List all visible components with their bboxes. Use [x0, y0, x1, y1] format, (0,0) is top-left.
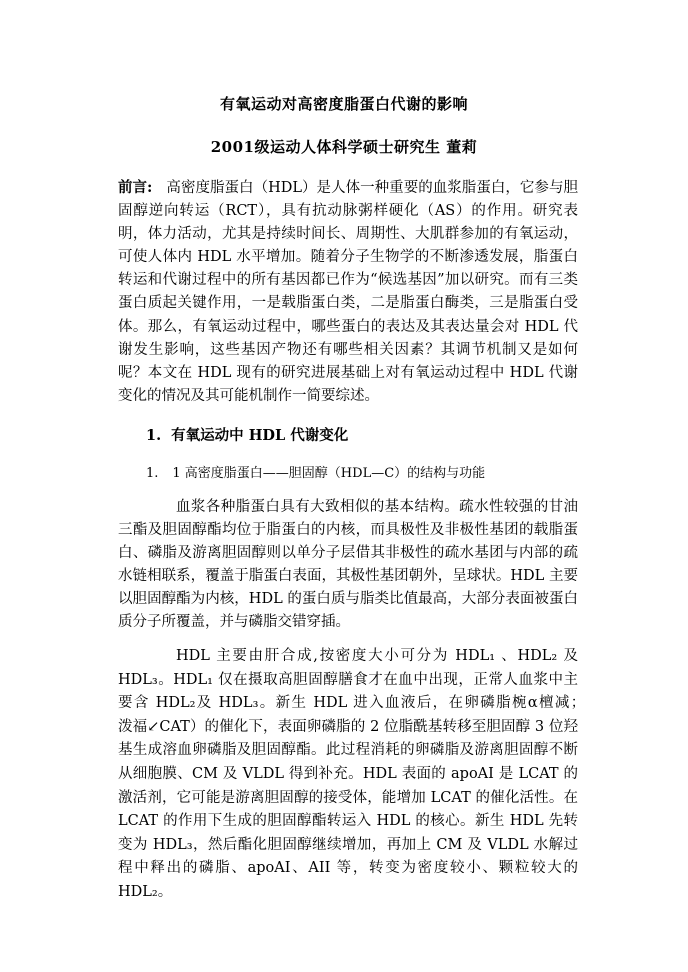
body-paragraph-1: 血浆各种脂蛋白具有大致相似的基本结构。疏水性较强的甘油三酯及胆固醇酯均位于脂蛋白的内核，而具极性及非极性基团的载脂蛋白、磷脂及游离胆固醇则以单分子层借其非极性的疏水基团与内部的疏水链相联系，覆盖于脂蛋白表面，其极性基团朝外，呈球状。HDL 主要以胆固醇酯为内核，HDL 的蛋白质与脂类比值最高，大部分表面被蛋白质分子所覆盖，并与磷脂交错穿插。	[118, 499, 578, 631]
section-1-1-title: 1 高密度脂蛋白——胆固醇（HDL—C）的结构与功能	[172, 466, 486, 481]
section-1-1-heading	[146, 462, 485, 481]
document-title: 有氧运动对高密度脂蛋白代谢的影响	[219, 95, 468, 113]
intro-label: 前言:	[118, 179, 153, 196]
section-1-number: 1.	[146, 427, 162, 444]
intro-paragraph	[118, 176, 578, 408]
intro-text: 高密度脂蛋白（HDL）是人体一种重要的血浆脂蛋白，它参与胆固醇逆向转运（RCT），具有抗动脉粥样硬化（AS）的作用。研究表明，体力活动，尤其是持续时间长、周期性、大肌群参加的有氧运动，可使人体内 HDL 水平增加。随着分子生物学的不断渗透发展，脂蛋白转运和代谢过程中的所有基因都已作为“候选基因”加以研究。而有三类蛋白质起关键作用，一是载脂蛋白类，二是脂蛋白酶类，三是脂蛋白受体。那么，有氧运动过程中，哪些蛋白的表达及其表达量会对 HDL 代谢发生影响，这些基因产物还有哪些相关因素？其调节机制又是如何呢？本文在 HDL 现有的研究进展基础上对有氧运动过程中 HDL 代谢变化的情况及其可能机制作一简要综述。	[118, 180, 578, 404]
section-1-heading	[146, 424, 348, 445]
author-line: 2001级运动人体科学硕士研究生 董莉	[210, 138, 478, 156]
section-1-title: 有氧运动中 HDL 代谢变化	[171, 427, 349, 444]
section-1-1-number: 1.	[146, 466, 159, 481]
body-paragraph-2: HDL 主要由肝合成,按密度大小可分为 HDL₁ 、HDL₂ 及 HDL₃。HDL₁ 仅在摄取高胆固醇膳食才在血中出现，正常人血浆中主要含 HDL₂及 HDL₃。新生 HDL 进入血液后，在卵磷脂椀α檀减； 泼福↙CAT）的催化下，表面卵磷脂的 2 位脂酰基转移至胆固醇 3 位羟基生成溶血卵磷脂及胆固醇酯。此过程消耗的卵磷脂及游离胆固醇不断从细胞膜、CM 及 VLDL 得到补充。HDL 表面的 apoAI 是 LCAT 的激活剂，它可能是游离胆固醇的接受体，能增加 LCAT 的催化活性。在 LCAT 的作用下生成的胆固醇酯转运入 HDL 的核心。新生 HDL 先转变为 HDL₃，然后酯化胆固醇继续增加，再加上 CM 及 VLDL 水解过程中释出的磷脂、apoAI、AII 等，转变为密度较小、颗粒较大的 HDL₂。	[118, 648, 607, 900]
